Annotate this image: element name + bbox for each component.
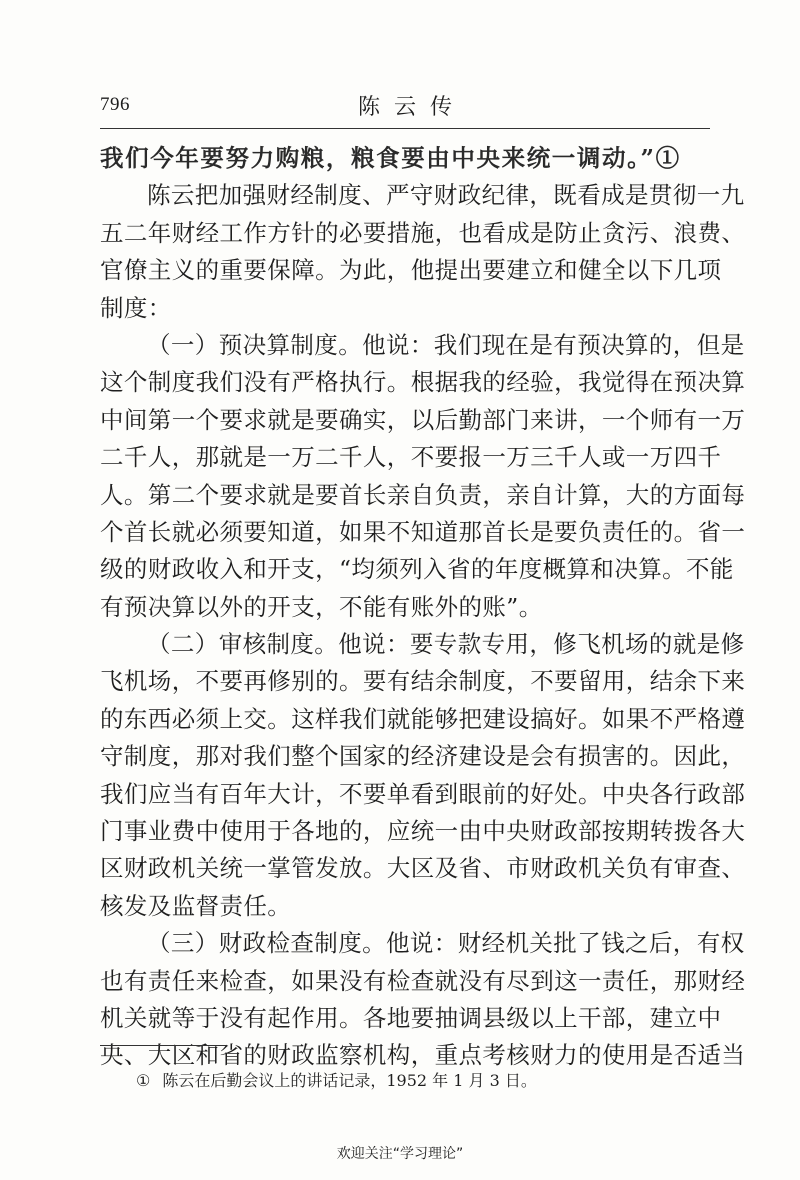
footnote	[136, 1068, 537, 1091]
text-line: 也有责任来检查，如果没有检查就没有尽到这一责任，那财经	[100, 966, 746, 995]
text-line: 级的财政收入和开支，“均须列入省的年度概算和决算。不能	[100, 555, 734, 584]
text-line: 我们今年要努力购粮，粮食要由中央来统一调动。”①	[100, 144, 681, 172]
text-line: 机关就等于没有起作用。各地要抽调县级以上干部，建立中	[100, 1003, 722, 1032]
text-line: 个首长就必须要知道，如果不知道那首长是要负责任的。省一	[100, 517, 746, 546]
watermark-caption: 欢迎关注“学习理论”	[336, 1146, 464, 1162]
page-header	[100, 88, 710, 128]
text-line: 制度：	[100, 293, 172, 322]
text-line: 我们应当有百年大计，不要单看到眼前的好处。中央各行政部	[100, 779, 746, 808]
text-line: 核发及监督责任。	[100, 891, 292, 920]
page-number: 796	[100, 94, 130, 115]
text-line: （二）审核制度。他说：要专款专用，修飞机场的就是修	[147, 630, 745, 659]
text-line: 官僚主义的重要保障。为此，他提出要建立和健全以下几项	[100, 256, 722, 285]
text-line: 央、大区和省的财政监察机构，重点考核财力的使用是否适当	[100, 1041, 746, 1070]
text-line: 人。第二个要求就是要首长亲自负责，亲自计算，大的方面每	[100, 480, 746, 509]
running-title: 陈云传	[357, 95, 466, 120]
text-line: 二千人，那就是一万二千人，不要报一万三千人或一万四千	[100, 443, 722, 472]
footnote-text: 陈云在后勤会议上的讲话记录，1952 年 1 月 3 日。	[162, 1071, 537, 1090]
text-line: 有预决算以外的开支，不能有账外的账”。	[100, 592, 543, 621]
footnote-mark: ①	[136, 1071, 151, 1090]
header-rule	[100, 128, 710, 129]
text-line: 门事业费中使用于各地的，应统一由中央财政部按期转拨各大	[100, 817, 746, 846]
text-line: 守制度，那对我们整个国家的经济建设是会有损害的。因此，	[100, 742, 746, 771]
text-line: （一）预决算制度。他说：我们现在是有预决算的，但是	[147, 330, 745, 359]
text-line: 五二年财经工作方针的必要措施，也看成是防止贪污、浪费、	[100, 218, 746, 247]
text-line: 飞机场，不要再修别的。要有结余制度，不要留用，结余下来	[100, 667, 746, 696]
text-line: 陈云把加强财经制度、严守财政纪律，既看成是贯彻一九	[147, 181, 745, 210]
text-line: 这个制度我们没有严格执行。根据我的经验，我觉得在预决算	[100, 368, 746, 397]
text-line: 中间第一个要求就是要确实，以后勤部门来讲，一个师有一万	[100, 405, 746, 434]
text-line: 区财政机关统一掌管发放。大区及省、市财政机关负有审查、	[100, 854, 746, 883]
text-line: （三）财政检查制度。他说：财经机关批了钱之后，有权	[147, 929, 745, 958]
footnote-rule	[100, 1045, 226, 1046]
text-line: 的东西必须上交。这样我们就能够把建设搞好。如果不严格遵	[100, 704, 746, 733]
body-text	[100, 140, 746, 1075]
